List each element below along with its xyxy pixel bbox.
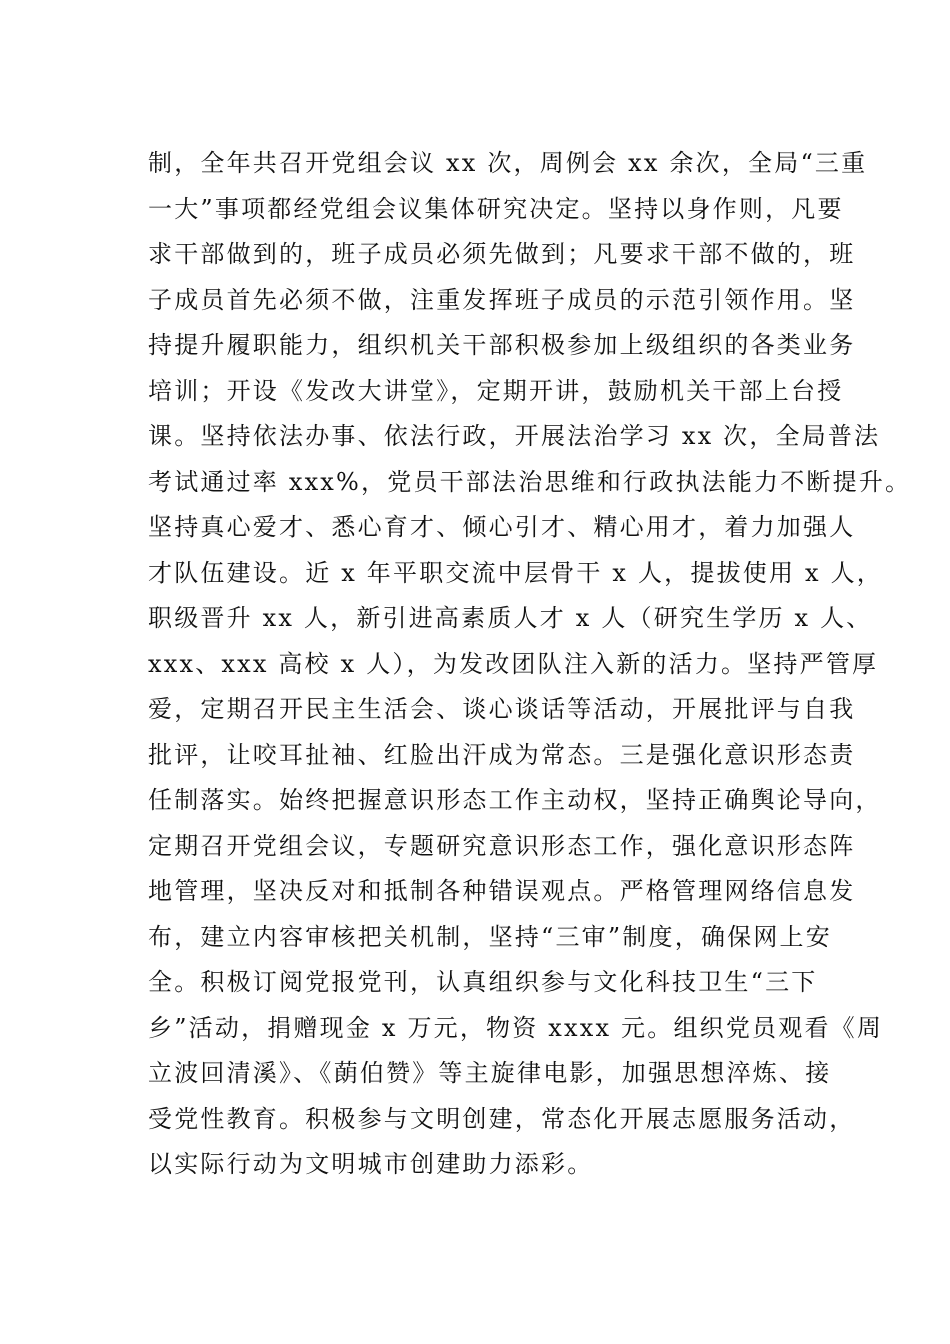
text-line-2: 一大”事项都经党组会议集体研究决定。坚持以身作则，凡要 <box>148 194 844 223</box>
body-paragraph <box>148 141 912 1188</box>
text-line-14: 批评，让咬耳扯袖、红脸出汗成为常态。三是强化意识形态责 <box>148 740 856 769</box>
text-line-17: 地管理，坚决反对和抵制各种错误观点。严格管理网络信息发 <box>148 877 856 905</box>
text-line-6: 培训；开设《发改大讲堂》，定期开讲，鼓励机关干部上台授 <box>148 376 844 405</box>
text-line-12: xxx、xxx 高校 x 人），为发改团队注入新的活力。坚持严管厚 <box>148 649 879 678</box>
text-line-9: 坚持真心爱才、悉心育才、倾心引才、精心用才，着力加强人 <box>148 513 856 541</box>
text-line-7: 课。坚持依法办事、依法行政，开展法治学习 xx 次，全局普法 <box>148 422 881 450</box>
text-line-5: 持提升履职能力，组织机关干部积极参加上级组织的各类业务 <box>148 331 856 359</box>
text-line-13: 爱，定期召开民主生活会、谈心谈话等活动，开展批评与自我 <box>148 695 856 723</box>
text-line-20: 乡”活动，捐赠现金 x 万元，物资 xxxx 元。组织党员观看《周 <box>148 1013 884 1042</box>
text-line-22: 受党性教育。积极参与文明创建，常态化开展志愿服务活动， <box>148 1104 856 1133</box>
text-line-11: 职级晋升 xx 人，新引进高素质人才 x 人（研究生学历 x 人、 <box>148 604 873 632</box>
text-line-16: 定期召开党组会议，专题研究意识形态工作，强化意识形态阵 <box>148 831 856 860</box>
text-line-21: 立波回清溪》、《蓢伯赞》等主旋律电影，加强思想淬炼、接 <box>148 1059 832 1087</box>
text-line-1: 制，全年共召开党组会议 xx 次，周例会 xx 余次，全局“三重 <box>148 149 868 177</box>
text-line-15: 任制落实。始终把握意识形态工作主动权，坚持正确舆论导向， <box>148 786 882 814</box>
text-line-4: 子成员首先必须不做，注重发挥班子成员的示范引领作用。坚 <box>148 285 856 314</box>
text-line-19: 全。积极订阅党报党刊，认真组织参与文化科技卫生“三下 <box>148 968 818 996</box>
text-line-23: 以实际行动为文明城市创建助力添彩。 <box>148 1150 594 1178</box>
text-line-8: 考试通过率 xxx%，党员干部法治思维和行政执法能力不断提升。 <box>148 467 912 496</box>
text-line-10: 才队伍建设。近 x 年平职交流中层骨干 x 人，提拔使用 x 人， <box>148 558 883 587</box>
text-line-3: 求干部做到的，班子成员必须先做到；凡要求干部不做的，班 <box>148 240 856 268</box>
text-line-18: 布，建立内容审核把关机制，坚持“三审”制度，确保网上安 <box>148 922 832 951</box>
